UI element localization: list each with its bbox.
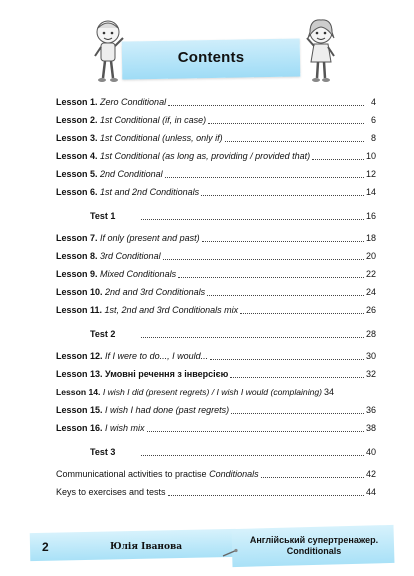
toc-row-test[interactable] [56,208,376,222]
dot-leader [141,455,364,456]
book-title-line2: Conditionals [286,546,342,556]
book-title [236,535,392,557]
toc-row[interactable] [56,94,376,108]
dot-leader [225,141,364,142]
toc-title: 1st and 2nd Conditionals [100,187,200,197]
dot-leader [165,177,364,178]
toc-row[interactable] [56,302,376,316]
toc-label: Lesson 10. [56,287,103,297]
dot-leader [202,241,364,242]
toc-row[interactable] [56,184,376,198]
cartoon-boy-icon [92,16,126,86]
toc-page: 28 [365,329,376,339]
toc-row[interactable] [56,112,376,126]
toc-row[interactable] [56,230,376,244]
toc-page: 26 [365,305,376,315]
toc-label: Lesson 3. [56,133,98,143]
dot-leader [210,359,364,360]
toc-row[interactable] [56,166,376,180]
toc-row-test[interactable] [56,444,376,458]
toc-page: 34 [324,387,335,397]
toc-row[interactable] [56,466,376,480]
toc-label: Lesson 4. [56,151,98,161]
toc-row[interactable] [56,384,376,398]
dot-leader [261,477,364,478]
dot-leader [230,377,364,378]
toc-row[interactable] [56,130,376,144]
toc-title: 2nd Conditional [100,169,163,179]
toc-page: 24 [365,287,376,297]
toc-title: I wish I did (present regrets) / I wish I would (complaining) [102,387,323,397]
toc-label: Communicational activities to practise [56,469,207,479]
dot-leader [147,431,364,432]
toc-page: 8 [370,133,376,143]
toc-title: If I were to do..., I would... [105,351,209,361]
toc-row-test[interactable] [56,326,376,340]
dot-leader [168,105,364,106]
toc-title: If only (present and past) [100,233,200,243]
toc-label: Lesson 6. [56,187,98,197]
dot-leader [207,295,364,296]
dot-leader [240,313,364,314]
toc-row[interactable] [56,420,376,434]
toc-label: Lesson 12. [56,351,103,361]
toc-page: 32 [365,369,376,379]
dot-leader [163,259,364,260]
toc-page: 20 [365,251,376,261]
toc-title: 1st, 2nd and 3rd Conditionals mix [104,305,239,315]
dot-leader [312,159,364,160]
toc-page: 22 [365,269,376,279]
toc-label: Lesson 16. [56,423,103,433]
toc-label: Lesson 11. [56,305,103,315]
toc-page: 42 [365,469,376,479]
toc-page: 4 [370,97,376,107]
toc-page: 10 [365,151,376,161]
toc-label: Lesson 5. [56,169,98,179]
toc-page: 14 [365,187,376,197]
toc-title: 1st Conditional (as long as, providing / provided that) [100,151,311,161]
toc-page: 30 [365,351,376,361]
toc-label: Lesson 14. [56,387,101,397]
toc-title: Zero Conditional [100,97,167,107]
toc-page: 18 [365,233,376,243]
toc-page: 44 [365,487,376,497]
toc-title: 3rd Conditional [100,251,161,261]
toc-row[interactable] [56,148,376,162]
toc-page: 38 [365,423,376,433]
toc-title: 1st Conditional (unless, only if) [100,133,223,143]
toc-label: Lesson 2. [56,115,98,125]
toc-label: Lesson 1. [56,97,98,107]
dot-leader [208,123,364,124]
toc-title: Conditionals [209,469,259,479]
toc-label: Lesson 9. [56,269,98,279]
dot-leader [141,219,364,220]
toc-title: I wish I had done (past regrets) [105,405,230,415]
toc-title: Умовні речення з інверсією [105,369,229,379]
toc-row[interactable] [56,266,376,280]
author-name: Юлія Іванова [110,542,183,552]
toc-page: 12 [365,169,376,179]
toc-label: Lesson 15. [56,405,103,415]
toc-page: 36 [365,405,376,415]
toc-label: Lesson 7. [56,233,98,243]
toc-row[interactable] [56,484,376,498]
toc-title: Mixed Conditionals [100,269,177,279]
toc-label: Lesson 13. [56,369,103,379]
toc-page: 40 [365,447,376,457]
toc-title: I wish mix [105,423,145,433]
toc-row[interactable] [56,284,376,298]
dot-leader [178,277,364,278]
toc-row[interactable] [56,248,376,262]
toc-page: 16 [365,211,376,221]
toc-label: Test 3 [90,447,116,457]
toc-label: Keys to exercises and tests [56,487,166,497]
toc-row[interactable] [56,402,376,416]
toc-label: Test 2 [90,329,116,339]
toc-label: Test 1 [90,211,116,221]
cartoon-girl-icon [304,16,338,86]
toc-row[interactable] [56,348,376,362]
dot-leader [231,413,364,414]
dot-leader [201,195,364,196]
book-title-line1: Англійський супертренажер. [249,535,379,545]
toc-row[interactable] [56,366,376,380]
dot-leader [168,495,364,496]
toc-title: 1st Conditional (if, in case) [100,115,207,125]
dot-leader [141,337,364,338]
page-title: Contents [177,49,245,66]
page-number: 2 [42,540,49,554]
toc-title: 2nd and 3rd Conditionals [105,287,206,297]
toc-page: 6 [370,115,376,125]
toc-label: Lesson 8. [56,251,98,261]
